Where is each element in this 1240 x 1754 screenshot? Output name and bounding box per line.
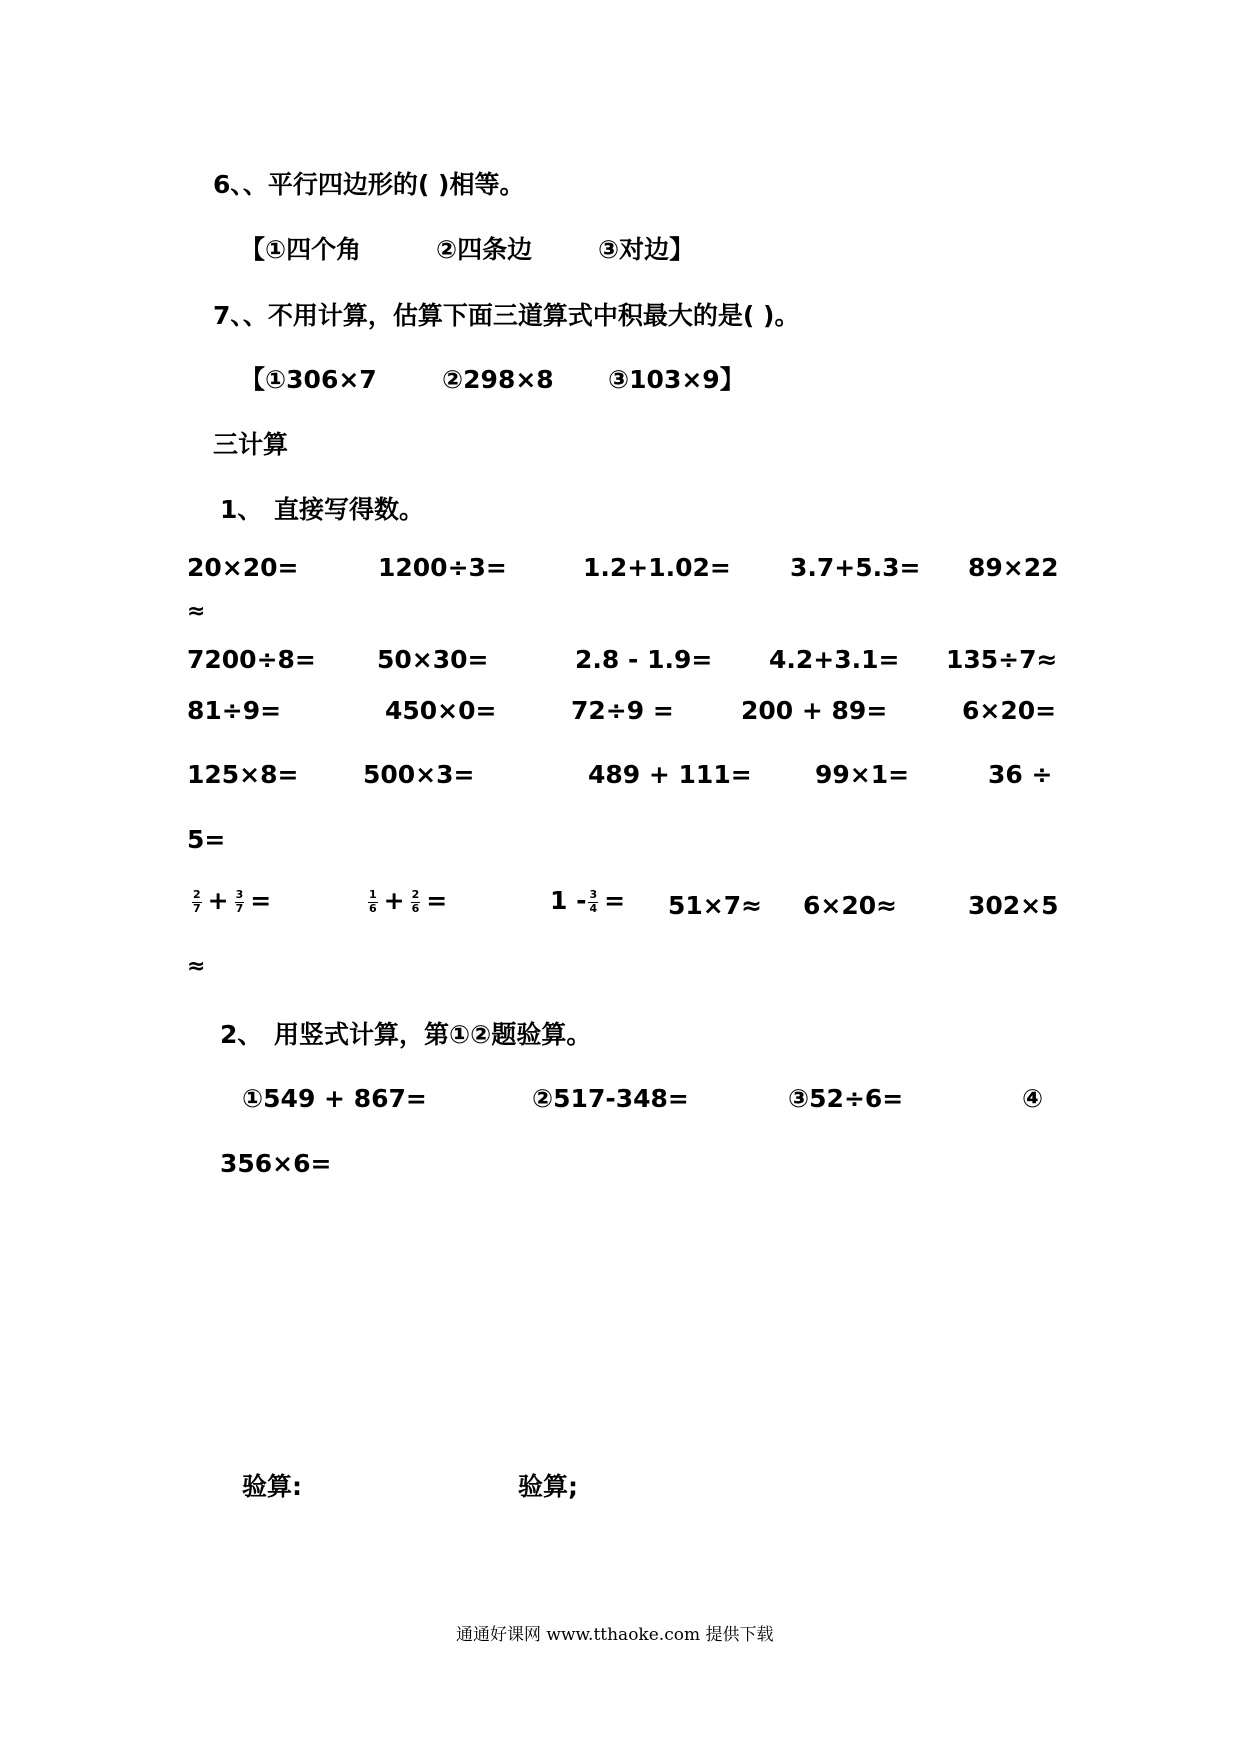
q6-option-1: 【①四个角 [240,235,362,264]
calc-r2-c3: 2.8 - 1.9= [575,645,713,674]
check-label-1: 验算: [242,1472,302,1501]
calc-r1-c5: 89×22 [968,553,1059,582]
q7-option-1: 【①306×7 [240,365,377,394]
sub2-title: 用竖式计算，第①②题验算。 [274,1020,592,1049]
calc-r3-c5: 6×20= [962,696,1057,725]
vertical-calc-1: ①549 + 867= [242,1084,427,1113]
vertical-calc-4: ④ [1022,1084,1044,1113]
check-label-2: 验算; [518,1472,578,1501]
calc-r4-c5: 36 ÷ [988,760,1053,789]
vertical-calc-3: ③52÷6= [788,1084,904,1113]
vertical-calc-4-wrap: 356×6= [220,1149,332,1178]
calc-r4-c1: 125×8= [187,760,299,789]
calc-r3-c2: 450×0= [385,696,497,725]
calc-r4-c4: 99×1= [815,760,910,789]
q7-option-2: ②298×8 [442,365,554,394]
calc-r3-c4: 200 + 89= [741,696,888,725]
calc-r3-c1: 81÷9= [187,696,282,725]
calc-r5-wrap: ≈ [187,954,206,979]
sub2-number: 2、 [220,1020,263,1049]
q6-option-2: ②四条边 [436,235,533,264]
calc-r5-c2: $\frac{1}{6}$ + $\frac{2}{6}$ = [369,886,448,915]
footer: 通通好课网 www.tthaoke.com 提供下载 [456,1625,774,1645]
vertical-calc-2: ②517-348= [532,1084,689,1113]
calc-r1-c4: 3.7+5.3= [790,553,921,582]
calc-r5-c5: 6×20≈ [803,891,898,920]
question-7: 7、、不用计算，估算下面三道算式中积最大的是( )。 [213,301,800,330]
fraction: $\frac{1}{6}$ [369,887,377,915]
calc-r2-c2: 50×30= [377,645,489,674]
sub1-number: 1、 [220,495,263,524]
q6-option-3: ③对边】 [598,235,695,264]
calc-r1-c3: 1.2+1.02= [583,553,731,582]
calc-r4-c3: 489 + 111= [588,760,752,789]
calc-r5-c4: 51×7≈ [668,891,763,920]
fraction: $\frac{2}{7}$ [193,887,201,915]
q7-option-3: ③103×9】 [608,365,745,394]
section-3-title: 三计算 [213,430,289,459]
calc-r2-c4: 4.2+3.1= [769,645,900,674]
sub1-title: 直接写得数。 [274,495,425,524]
calc-r2-c5: 135÷7≈ [946,645,1058,674]
calc-r2-c1: 7200÷8= [187,645,316,674]
calc-r1-c1: 20×20= [187,553,299,582]
fraction: $\frac{3}{7}$ [235,887,244,915]
calc-r4-c2: 500×3= [363,760,475,789]
calc-r1-wrap: ≈ [187,599,206,624]
fraction: $\frac{2}{6}$ [411,887,420,915]
calc-r1-c2: 1200÷3= [378,553,507,582]
calc-r3-c3: 72÷9 = [571,696,674,725]
calc-r5-c3: 1 - $\frac{3}{4}$ = [550,886,626,915]
calc-r5-c1: $\frac{2}{7}$ + $\frac{3}{7}$ = [193,886,272,915]
fraction: $\frac{3}{4}$ [589,887,598,915]
calc-r5-c6: 302×5 [968,891,1059,920]
calc-r4-wrap: 5= [187,825,226,854]
question-6: 6、、平行四边形的( )相等。 [213,170,525,199]
